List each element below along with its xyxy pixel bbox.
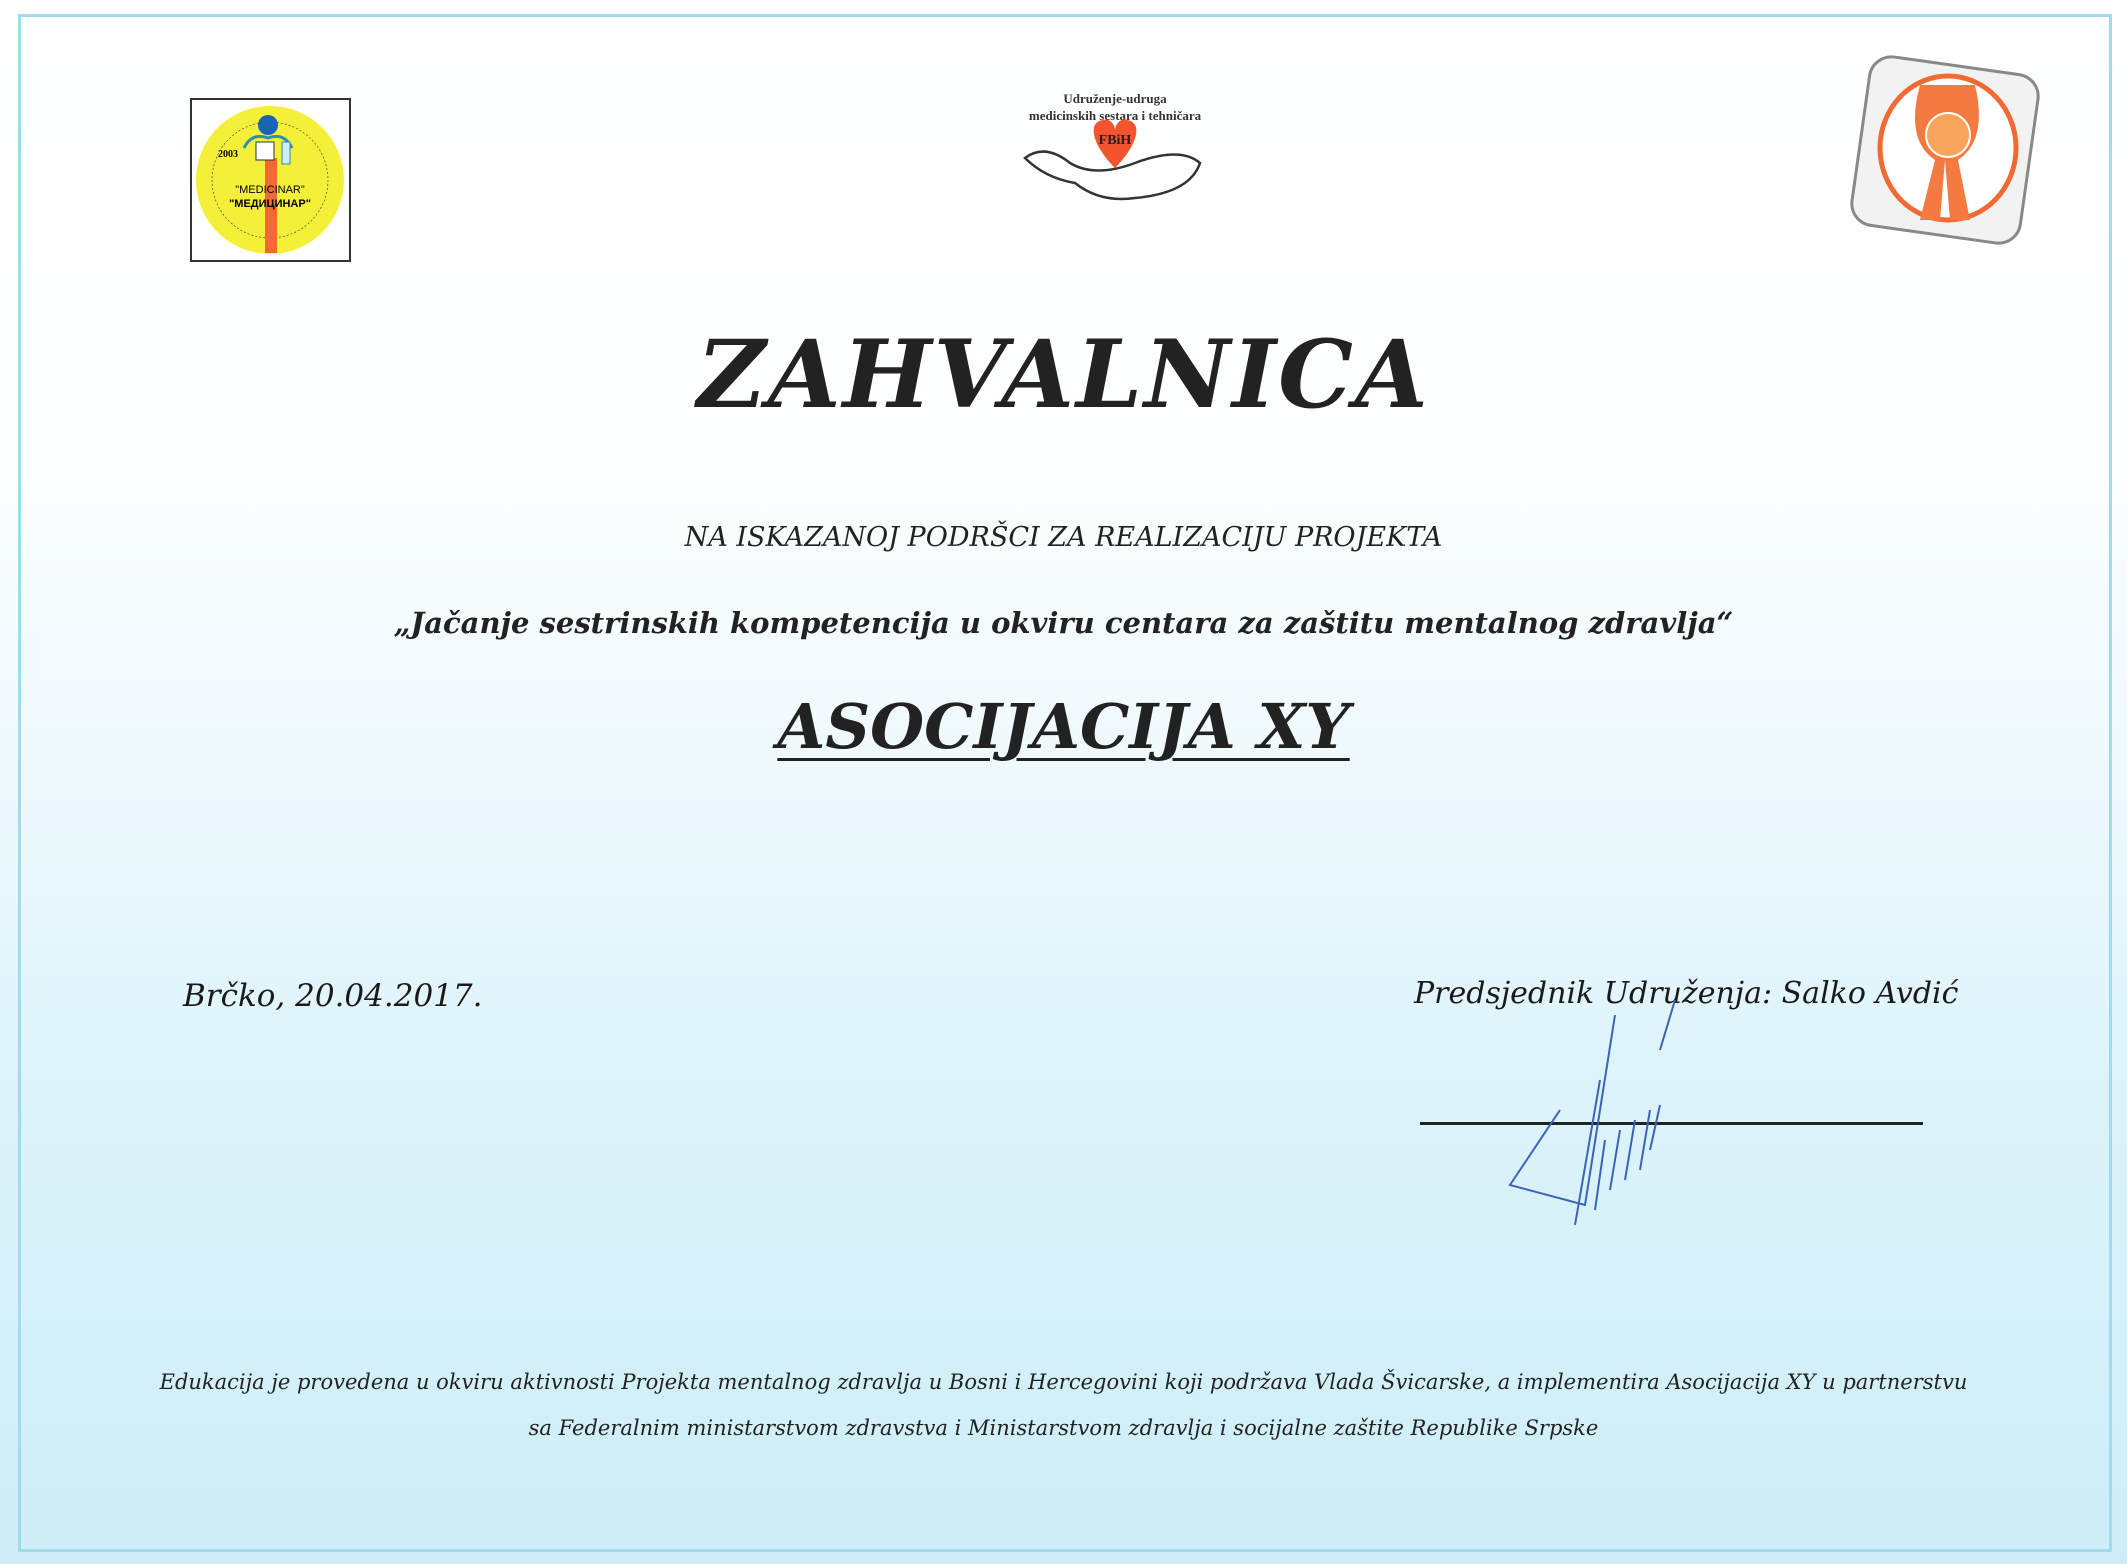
note-line-1: Edukacija je provedena u okviru aktivnosti Projekta mentalnog zdravlja u Bosni i Hercegovini koji podržava Vlada Švicarske, a implementira Asocijacija XY u partnerstvu (159, 1370, 1968, 1394)
nurses-association-logo (1015, 90, 1215, 245)
medicinar-logo (190, 98, 351, 262)
certificate-subtitle: NA ISKAZANOJ PODRŠCI ZA REALIZACIJU PROJEKTA (684, 522, 1443, 553)
logo-name-latin: "MEDICINAR" (235, 184, 305, 196)
president-name: Predsjednik Udruženja: Salko Avdić (1414, 976, 1959, 1011)
emblem-logo (1840, 50, 2050, 250)
handwritten-signature (1500, 990, 1730, 1250)
note-line-2: sa Federalnim ministarstvom zdravstva i Ministarstvom zdravlja i socijalne zaštite Republike Srpske (528, 1416, 1599, 1440)
project-name: „Jačanje sestrinskih kompetencija u okviru centara za zaštitu mentalnog zdravlja“ (393, 606, 1734, 640)
place-date: Brčko, 20.04.2017. (183, 978, 483, 1014)
logo-year: 2003 (218, 149, 238, 160)
logo-line-1: Udruženje-udruga (1063, 91, 1167, 106)
logo-name-cyrillic: "МЕДИЦИНАР" (229, 198, 311, 210)
logo-line-2: medicinskih sestara i tehničara (1028, 108, 1202, 123)
recipient-name: ASOCIJACIJA XY (777, 690, 1350, 763)
recipient-block (0, 690, 2127, 763)
logo-badge: FBiH (1098, 133, 1132, 148)
certificate-title: ZAHVALNICA (697, 320, 1430, 430)
